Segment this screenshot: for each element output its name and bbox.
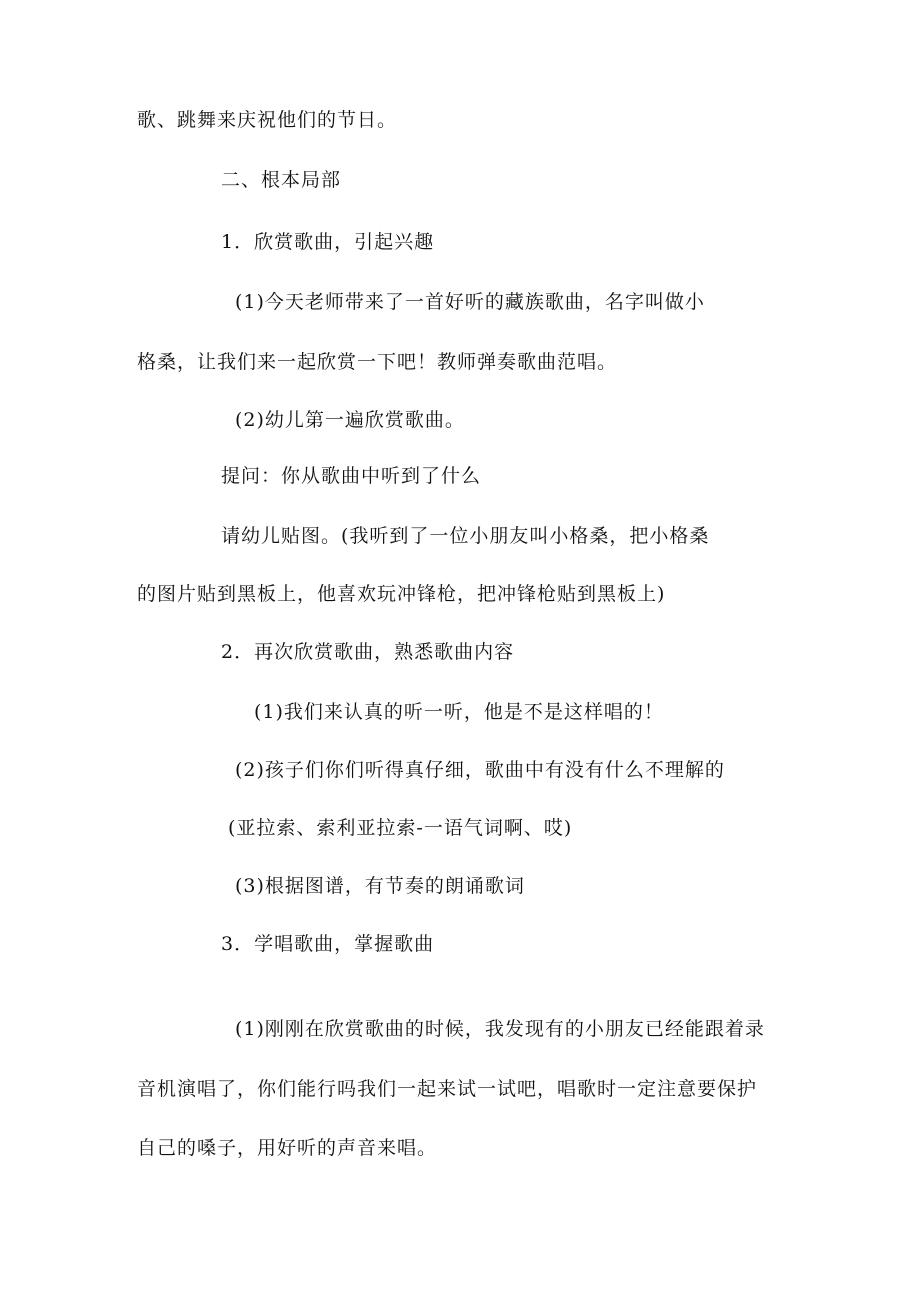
paragraph-line: (1)刚刚在欣赏歌曲的时候，我发现有的小朋友已经能跟着录 bbox=[235, 1018, 765, 1040]
paragraph-line: 歌、跳舞来庆祝他们的节日。 bbox=[137, 109, 398, 131]
paragraph-line: (2)幼儿第一遍欣赏歌曲。 bbox=[235, 409, 465, 431]
paragraph-line: 的图片贴到黑板上，他喜欢玩冲锋枪，把冲锋枪贴到黑板上) bbox=[137, 583, 666, 605]
paragraph-line: 音机演唱了，你们能行吗我们一起来试一试吧，唱歌时一定注意要保护 bbox=[137, 1078, 758, 1100]
paragraph-line: 请幼儿贴图。(我听到了一位小朋友叫小格桑，把小格桑 bbox=[221, 525, 710, 547]
paragraph-line: (亚拉索、索利亚拉索-一语气词啊、哎) bbox=[228, 817, 573, 839]
paragraph-line: 自己的嗓子，用好听的声音来唱。 bbox=[137, 1137, 438, 1159]
paragraph-line: (2)孩子们你们听得真仔细，歌曲中有没有什么不理解的 bbox=[235, 759, 725, 781]
subsection-heading: 3．学唱歌曲，掌握歌曲 bbox=[221, 933, 435, 955]
subsection-heading: 1．欣赏歌曲，引起兴趣 bbox=[221, 231, 435, 253]
section-heading: 二、根本局部 bbox=[221, 169, 342, 191]
paragraph-line: (1)今天老师带来了一首好听的藏族歌曲，名字叫做小 bbox=[235, 291, 705, 313]
paragraph-line: (1)我们来认真的听一听，他是不是这样唱的！ bbox=[254, 701, 664, 723]
subsection-heading: 2．再次欣赏歌曲，熟悉歌曲内容 bbox=[221, 641, 515, 663]
paragraph-line: (3)根据图谱，有节奏的朗诵歌词 bbox=[235, 875, 525, 897]
paragraph-line: 提问：你从歌曲中听到了什么 bbox=[221, 465, 482, 487]
paragraph-line: 格桑，让我们来一起欣赏一下吧！教师弹奏歌曲范唱。 bbox=[137, 351, 618, 373]
